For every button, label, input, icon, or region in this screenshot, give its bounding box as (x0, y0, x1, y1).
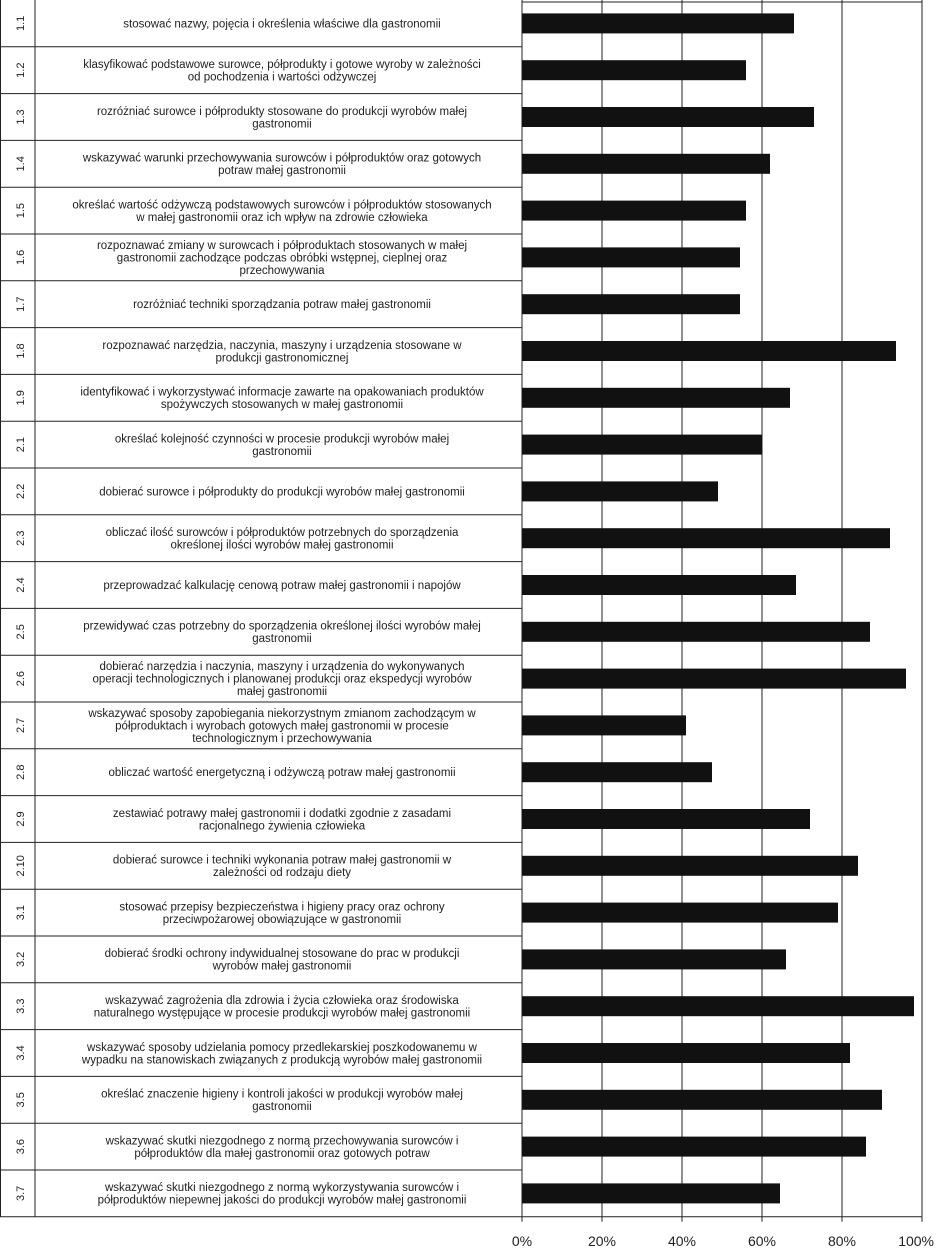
bar (522, 1090, 882, 1110)
row-label: wskazywać sposoby zapobiegania niekorzystnym zmianom zachodzącym w półproduktach i wyrobach gotowych małej gastronomii w procesie technologicznym i przechowywania (88, 707, 476, 745)
row-code: 2.6 (15, 670, 27, 687)
row-label: wskazywać warunki przechowywania surowców i półproduktów oraz gotowych potraw małej gastronomii (82, 152, 482, 178)
row-label: wskazywać sposoby udzielania pomocy przedlekarskiej poszkodowanemu w wypadku na stanowiskach związanych z produkcją wyrobów małej gastronomii (81, 1041, 483, 1067)
row-code: 3.5 (15, 1092, 27, 1108)
row-label: przewidywać czas potrzebny do sporządzenia określonej ilości wyrobów małej gastronomii (83, 620, 481, 646)
row-code: 1.7 (15, 296, 27, 312)
row-label: klasyfikować podstawowe surowce, półprodukty i gotowe wyroby w zależności od pochodzenia i wartości odżywczej (83, 58, 481, 84)
row-code: 3.4 (15, 1045, 27, 1061)
x-tick-label: 40% (667, 1232, 697, 1249)
row-label: dobierać surowce i techniki wykonania potraw małej gastronomii w zależności od rodzaju diety (112, 854, 452, 880)
x-tick-label: 0% (511, 1232, 533, 1249)
row-label: określać znaczenie higieny i kontroli jakości w produkcji wyrobów małej gastronomii (101, 1088, 463, 1114)
row-code: 1.6 (15, 249, 27, 266)
row-code: 2.8 (15, 764, 27, 780)
row-label: dobierać surowce i półprodukty do produkcji wyrobów małej gastronomii (99, 486, 465, 499)
row-label: dobierać narzędzia i naczynia, maszyny i urządzenia do wykonywanych operacji technologicznych i planowanej produkcji oraz ekspedycji wyrobów małej gastronomii (92, 661, 472, 699)
row-code: 2.5 (15, 624, 27, 640)
bar (522, 762, 712, 782)
row-label: zestawiać potrawy małej gastronomii i dodatki zgodnie z zasadami racjonalnego żywienia człowieka (112, 807, 452, 833)
bar (522, 388, 790, 408)
bar (522, 903, 838, 923)
row-code: 2.7 (15, 717, 27, 734)
row-code: 2.2 (15, 483, 27, 500)
x-tick-label: 100% (898, 1232, 934, 1249)
bar (522, 996, 914, 1016)
bar (522, 856, 858, 876)
row-label: wskazywać skutki niezgodnego z normą przechowywania surowców i półproduktów dla małej gastronomii oraz gotowych potraw (105, 1135, 459, 1160)
row-code: 1.1 (15, 15, 27, 32)
row-code: 3.3 (15, 998, 27, 1014)
row-code: 3.6 (15, 1138, 27, 1155)
row-label: obliczać wartość energetyczną i odżywczą potraw małej gastronomii (108, 767, 456, 780)
bar (522, 341, 896, 361)
bar (522, 949, 786, 969)
row-label: obliczać ilość surowców i półproduktów potrzebnych do sporządzenia określonej ilości wyrobów małej gastronomii (105, 526, 459, 552)
row-code: 1.9 (15, 390, 27, 406)
bar (522, 1183, 780, 1203)
x-tick-label: 80% (827, 1232, 857, 1249)
row-code: 2.3 (15, 530, 27, 546)
row-code: 2.1 (15, 436, 27, 453)
row-code: 2.10 (15, 855, 27, 877)
bar (522, 622, 870, 642)
row-code: 1.3 (15, 109, 27, 125)
bar (522, 481, 718, 501)
bar (522, 528, 890, 548)
row-label: określać wartość odżywczą podstawowych surowców i półproduktów stosowanych w małej gastronomii oraz ich wpływ na zdrowie człowieka (72, 199, 492, 224)
row-label: stosować przepisy bezpieczeństwa i higieny pracy oraz ochrony przeciwpożarowej obowiązujące w gastronomii (119, 901, 445, 926)
row-label: rozróżniać surowce i półprodukty stosowane do produkcji wyrobów małej gastronomii (96, 105, 468, 131)
row-label: dobierać środki ochrony indywidualnej stosowane do prac w produkcji wyrobów małej gastronomii (104, 948, 460, 973)
row-code: 3.1 (15, 904, 27, 921)
row-label: rozpoznawać narzędzia, naczynia, maszyny i urządzenia stosowane w produkcji gastronomicznej (102, 339, 462, 365)
row-label: wskazywać zagrożenia dla zdrowia i życia człowieka oraz środowiska naturalnego występujące w procesie produkcji wyrobów małej gastronomii (93, 994, 471, 1020)
row-label: stosować nazwy, pojęcia i określenia właściwe dla gastronomii (123, 18, 441, 31)
row-label: rozpoznawać zmiany w surowcach i półproduktach stosowanych w małej gastronomii zachodzące podczas obróbki wstępnej, cieplnej oraz przechowywania (96, 239, 468, 277)
bar (522, 1043, 850, 1063)
bar (522, 107, 814, 127)
row-code: 2.4 (15, 577, 27, 593)
row-label: określać kolejność czynności w procesie produkcji wyrobów małej gastronomii (114, 433, 450, 458)
row-code: 2.9 (15, 811, 27, 827)
bar (522, 575, 796, 595)
row-code: 3.2 (15, 951, 27, 968)
bar (522, 154, 770, 174)
row-code: 1.2 (15, 62, 27, 78)
bar (522, 13, 794, 33)
bar (522, 201, 746, 221)
row-code: 1.5 (15, 202, 27, 219)
bar (522, 435, 762, 455)
row-label: identyfikować i wykorzystywać informacje zawarte na opakowaniach produktów spożywczych stosowanych w małej gastronomii (80, 386, 484, 412)
row-label: wskazywać skutki niezgodnego z normą wykorzystywania surowców i półproduktów niepewnej jakości do produkcji wyrobów małej gastronomii (97, 1182, 467, 1207)
x-tick-label: 60% (747, 1232, 777, 1249)
row-code: 1.8 (15, 343, 27, 359)
bar (522, 247, 740, 267)
bar (522, 1137, 866, 1157)
bar (522, 294, 740, 314)
bar (522, 809, 810, 829)
row-code: 1.4 (15, 156, 27, 172)
bar (522, 60, 746, 80)
x-tick-label: 20% (587, 1232, 617, 1249)
row-code: 3.7 (15, 1185, 27, 1202)
bar (522, 669, 906, 689)
row-label: rozróżniać techniki sporządzania potraw małej gastronomii (133, 299, 431, 312)
bar (522, 715, 686, 735)
row-label: przeprowadzać kalkulację cenową potraw małej gastronomii i napojów (103, 580, 461, 592)
